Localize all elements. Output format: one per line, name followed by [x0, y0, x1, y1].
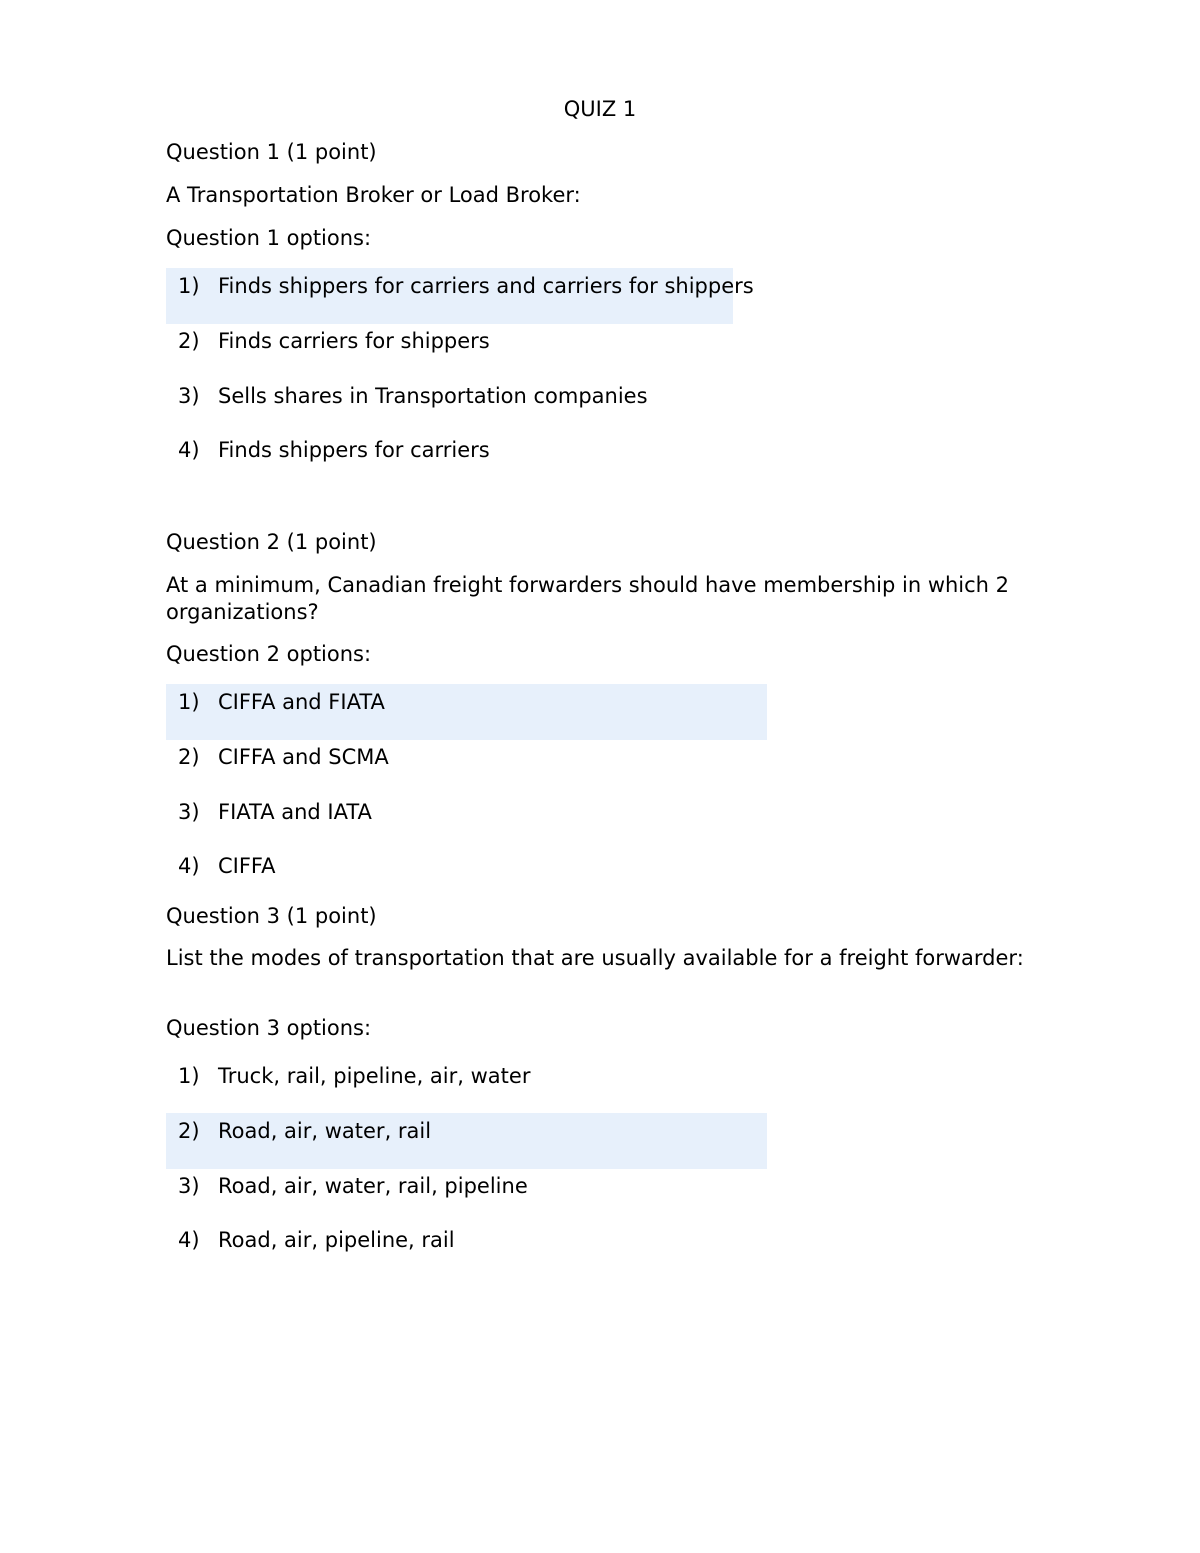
- option-number: 3): [178, 1174, 200, 1198]
- option-text: Finds shippers for carriers: [218, 438, 490, 462]
- question-1-header: Question 1 (1 point): [166, 140, 377, 164]
- question-3-option-1[interactable]: [178, 1063, 530, 1090]
- option-text: Finds shippers for carriers and carriers for shippers: [218, 274, 754, 298]
- question-1-option-4[interactable]: [178, 437, 490, 464]
- question-3-option-4[interactable]: [178, 1227, 455, 1254]
- question-2-header: Question 2 (1 point): [166, 530, 377, 554]
- option-text: Road, air, pipeline, rail: [218, 1228, 455, 1252]
- option-text: CIFFA and FIATA: [218, 690, 385, 714]
- option-number: 3): [178, 384, 200, 408]
- option-text: CIFFA: [218, 854, 276, 878]
- question-1-options-label: Question 1 options:: [166, 226, 372, 250]
- question-3-prompt: List the modes of transportation that are usually available for a freight forwarder:: [166, 946, 1024, 970]
- question-2-option-4[interactable]: [178, 853, 275, 880]
- question-2-options-label: Question 2 options:: [166, 642, 372, 666]
- option-number: 1): [178, 1064, 200, 1088]
- option-number: 3): [178, 800, 200, 824]
- option-number: 1): [178, 274, 200, 298]
- option-text: FIATA and IATA: [218, 800, 372, 824]
- question-2-prompt: At a minimum, Canadian freight forwarders should have membership in which 2 organizations?: [166, 573, 1010, 624]
- option-number: 2): [178, 329, 200, 353]
- question-2-option-3[interactable]: [178, 799, 372, 826]
- option-number: 1): [178, 690, 200, 714]
- question-3-options-label: Question 3 options:: [166, 1016, 372, 1040]
- option-text: Road, air, water, rail: [218, 1119, 432, 1143]
- question-1-option-1[interactable]: [178, 273, 754, 300]
- question-3-option-2[interactable]: [178, 1118, 431, 1145]
- question-2-option-2[interactable]: [178, 744, 389, 771]
- option-number: 4): [178, 1228, 200, 1252]
- option-text: CIFFA and SCMA: [218, 745, 389, 769]
- question-2-option-1[interactable]: [178, 689, 385, 716]
- option-text: Road, air, water, rail, pipeline: [218, 1174, 528, 1198]
- option-text: Truck, rail, pipeline, air, water: [218, 1064, 531, 1088]
- option-number: 2): [178, 1119, 200, 1143]
- question-1-option-3[interactable]: [178, 383, 648, 410]
- question-1-option-2[interactable]: [178, 328, 490, 355]
- option-number: 4): [178, 438, 200, 462]
- option-text: Sells shares in Transportation companies: [218, 384, 648, 408]
- question-1-prompt: A Transportation Broker or Load Broker:: [166, 183, 581, 207]
- quiz-title: QUIZ 1: [563, 97, 637, 121]
- option-number: 2): [178, 745, 200, 769]
- option-text: Finds carriers for shippers: [218, 329, 490, 353]
- question-3-header: Question 3 (1 point): [166, 904, 377, 928]
- question-3-option-3[interactable]: [178, 1173, 528, 1200]
- option-number: 4): [178, 854, 200, 878]
